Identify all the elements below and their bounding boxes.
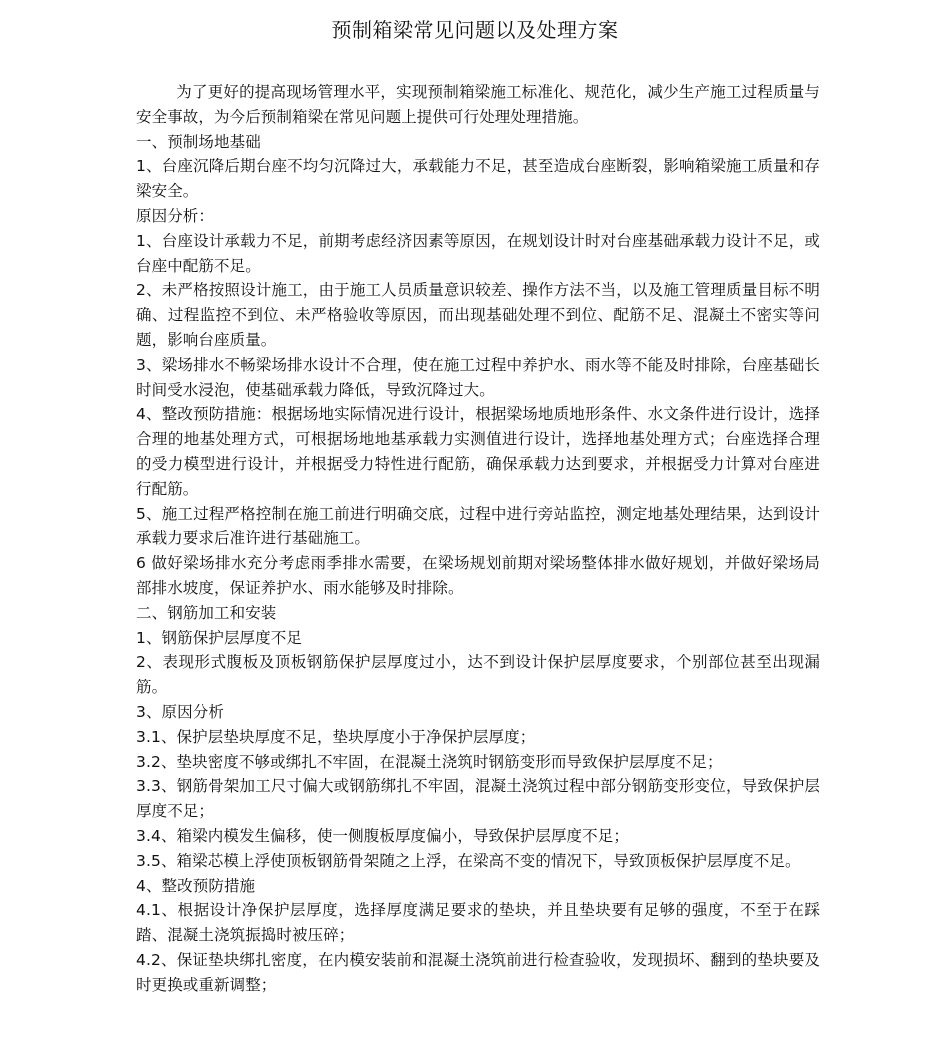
paragraph: 6 做好梁场排水充分考虑雨季排水需要，在梁场规划前期对梁场整体排水做好规划，并做好梁场局部排水坡度，保证养护水、雨水能够及时排除。 [136,554,820,597]
subheading: 原因分析： [136,206,215,225]
subheading: 4、整改预防措施 [136,876,256,895]
section-heading: 二、钢筋加工和安装 [136,603,277,622]
paragraph: 4.1、根据设计净保护层厚度，选择厚度满足要求的垫块，并且垫块要有足够的强度，不至于在踩踏、混凝土浇筑振捣时被压碎； [136,901,820,945]
paragraph: 2、表现形式腹板及顶板钢筋保护层厚度过小，达不到设计保护层厚度要求，个别部位甚至出现漏筋。 [136,653,820,697]
subheading: 3、原因分析 [136,702,224,721]
paragraph: 5、施工过程严格控制在施工前进行明确交底，过程中进行旁站监控，测定地基处理结果，达到设计承载力要求后准许进行基础施工。 [136,504,820,548]
document-body [136,80,820,997]
paragraph: 3、梁场排水不畅梁场排水设计不合理，使在施工过程中养护水、雨水等不能及时排除，台座基础长时间受水浸泡，使基础承载力降低，导致沉降过大。 [136,355,820,399]
paragraph: 1、台座沉降后期台座不均匀沉降过大，承载能力不足，甚至造成台座断裂，影响箱梁施工质量和存梁安全。 [136,157,820,201]
section-heading: 一、预制场地基础 [136,132,261,151]
paragraph: 3.5、箱梁芯模上浮使顶板钢筋骨架随之上浮，在梁高不变的情况下，导致顶板保护层厚度不足。 [136,851,801,870]
paragraph: 4、整改预防措施：根据场地实际情况进行设计，根据梁场地质地形条件、水文条件进行设计，选择合理的地基处理方式，可根据场地地基承载力实测值进行设计，选择地基处理方式；台座选择合理的受力模型进行设计，并根据受力特性进行配筋，确保承载力达到要求，并根据受力计算对台座进行配筋。 [136,405,820,498]
paragraph: 3.4、箱梁内模发生偏移，使一侧腹板厚度偏小，导致保护层厚度不足； [136,826,629,845]
paragraph: 4.2、保证垫块绑扎密度，在内模安装前和混凝土浇筑前进行检查验收，发现损坏、翻到的垫块要及时更换或重新调整； [136,950,820,994]
page-title: 预制箱梁常见问题以及处理方案 [331,18,619,42]
paragraph: 3.2、垫块密度不够或绑扎不牢固，在混凝土浇筑时钢筋变形而导致保护层厚度不足； [136,752,723,771]
paragraph: 1、钢筋保护层厚度不足 [136,628,302,647]
paragraph: 3.3、钢筋骨架加工尺寸偏大或钢筋绑扎不牢固，混凝土浇筑过程中部分钢筋变形变位，导致保护层厚度不足； [136,777,820,821]
paragraph: 2、未严格按照设计施工，由于施工人员质量意识较差、操作方法不当，以及施工管理质量目标不明确、过程监控不到位、未严格验收等原因，而出现基础处理不到位、配筋不足、混凝土不密实等问题，影响台座质量。 [136,281,820,349]
intro-paragraph: 为了更好的提高现场管理水平，实现预制箱梁施工标准化、规范化，减少生产施工过程质量与安全事故，为今后预制箱梁在常见问题上提供可行处理处理措施。 [136,83,820,126]
paragraph: 3.1、保护层垫块厚度不足，垫块厚度小于净保护层厚度； [136,727,536,746]
paragraph: 1、台座设计承载力不足，前期考虑经济因素等原因，在规划设计时对台座基础承载力设计不足，或台座中配筋不足。 [136,231,820,275]
